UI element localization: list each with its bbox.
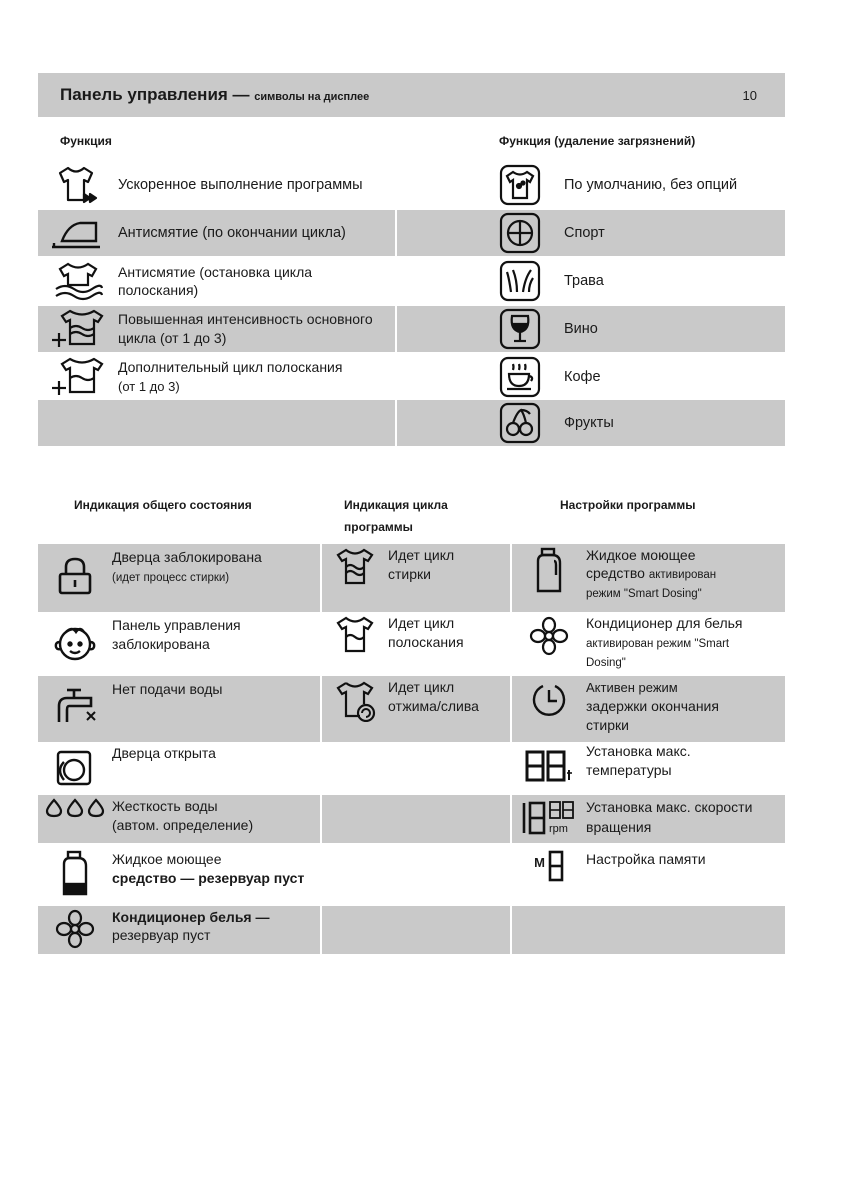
padlock-icon bbox=[38, 546, 112, 606]
cycle-item: Идет цикл стирки bbox=[322, 546, 510, 612]
water-tap-icon bbox=[38, 678, 112, 734]
cherries-icon bbox=[497, 402, 543, 444]
detergent-bottle-empty-icon bbox=[38, 846, 112, 902]
shirt-water-waves-icon bbox=[38, 261, 118, 301]
status-heading: Индикация общего состояния bbox=[74, 498, 252, 512]
stain-row: По умолчанию, без опций bbox=[397, 162, 785, 208]
sport-ball-icon bbox=[497, 212, 543, 254]
stain-row: Спорт bbox=[397, 210, 785, 256]
shirt-plus-rinse-icon bbox=[38, 356, 118, 398]
settings-item: Установка макс. температуры bbox=[512, 742, 785, 794]
grass-icon bbox=[497, 260, 543, 302]
coffee-cup-icon bbox=[497, 356, 543, 398]
empty-row bbox=[38, 400, 395, 446]
shirt-default-icon bbox=[497, 164, 543, 206]
child-face-icon bbox=[38, 614, 112, 672]
function-row: Антисмятие (остановка цикла полоскания) bbox=[38, 258, 395, 304]
status-item: Дверца заблокирована (идет процесс стирки) bbox=[38, 546, 320, 612]
status-item: Кондиционер белья — резервуар пуст bbox=[38, 906, 320, 954]
settings-item: rpm Установка макс. скорости вращения bbox=[512, 797, 785, 843]
stain-row: Фрукты bbox=[397, 400, 785, 446]
function-row: Повышенная интенсивность основного цикла (от 1 до 3) bbox=[38, 306, 395, 352]
memory-icon: M bbox=[512, 846, 586, 886]
stain-row: Вино bbox=[397, 306, 785, 352]
header-bar bbox=[38, 73, 785, 117]
cycle-item: Идет цикл полоскания bbox=[322, 614, 510, 674]
page-number: 10 bbox=[742, 87, 757, 103]
detergent-bottle-icon bbox=[512, 546, 586, 596]
delay-clock-icon bbox=[512, 678, 586, 722]
softener-flower-icon bbox=[512, 614, 586, 658]
cycle-item: Идет цикл отжима/слива bbox=[322, 678, 510, 740]
page-title: Панель управления bbox=[60, 85, 228, 104]
status-item: Жесткость воды (автом. определение) bbox=[38, 797, 320, 843]
shirt-fast-forward-icon bbox=[38, 164, 118, 206]
settings-item: Кондиционер для белья активирован режим "Smart Dosing" bbox=[512, 614, 785, 674]
page-subtitle: символы на дисплее bbox=[254, 91, 370, 103]
softener-flower-icon bbox=[38, 906, 112, 952]
svg-text:rpm: rpm bbox=[549, 823, 568, 835]
settings-item: Активен режим задержки окончания стирки bbox=[512, 678, 785, 740]
status-item: Панель управления заблокирована bbox=[38, 614, 320, 674]
function-row: Антисмятие (по окончании цикла) bbox=[38, 210, 395, 256]
rinse-cycle-icon bbox=[322, 614, 388, 656]
status-item: Нет подачи воды bbox=[38, 678, 320, 740]
iron-icon bbox=[38, 215, 118, 251]
water-drops-icon bbox=[38, 797, 112, 819]
header-title-group: Панель управления — символы на дисплее bbox=[60, 85, 370, 104]
wash-cycle-icon bbox=[322, 546, 388, 588]
cycle-heading: Индикация цикла программы bbox=[344, 498, 448, 534]
function-row: Дополнительный цикл полоскания (от 1 до 3) bbox=[38, 354, 395, 400]
function-row: Ускоренное выполнение программы bbox=[38, 162, 395, 208]
wine-glass-icon bbox=[497, 308, 543, 350]
status-item: Дверца открыта bbox=[38, 742, 320, 794]
spin-speed-digits-icon bbox=[512, 797, 586, 839]
stain-row: Кофе bbox=[397, 354, 785, 400]
shirt-plus-intensity-icon bbox=[38, 308, 118, 350]
settings-item: Жидкое моющее средство активирован режим "Smart Dosing" bbox=[512, 546, 785, 612]
settings-item: M Настройка памяти bbox=[512, 846, 785, 904]
status-item: Жидкое моющее средство — резервуар пуст bbox=[38, 846, 320, 904]
stain-row: Трава bbox=[397, 258, 785, 304]
door-open-icon bbox=[38, 742, 112, 794]
stain-functions-heading: Функция (удаление загрязнений) bbox=[499, 134, 696, 148]
functions-heading: Функция bbox=[60, 134, 112, 148]
temperature-digits-icon bbox=[512, 742, 586, 790]
spin-cycle-icon bbox=[322, 678, 388, 724]
settings-heading: Настройки программы bbox=[560, 498, 696, 512]
